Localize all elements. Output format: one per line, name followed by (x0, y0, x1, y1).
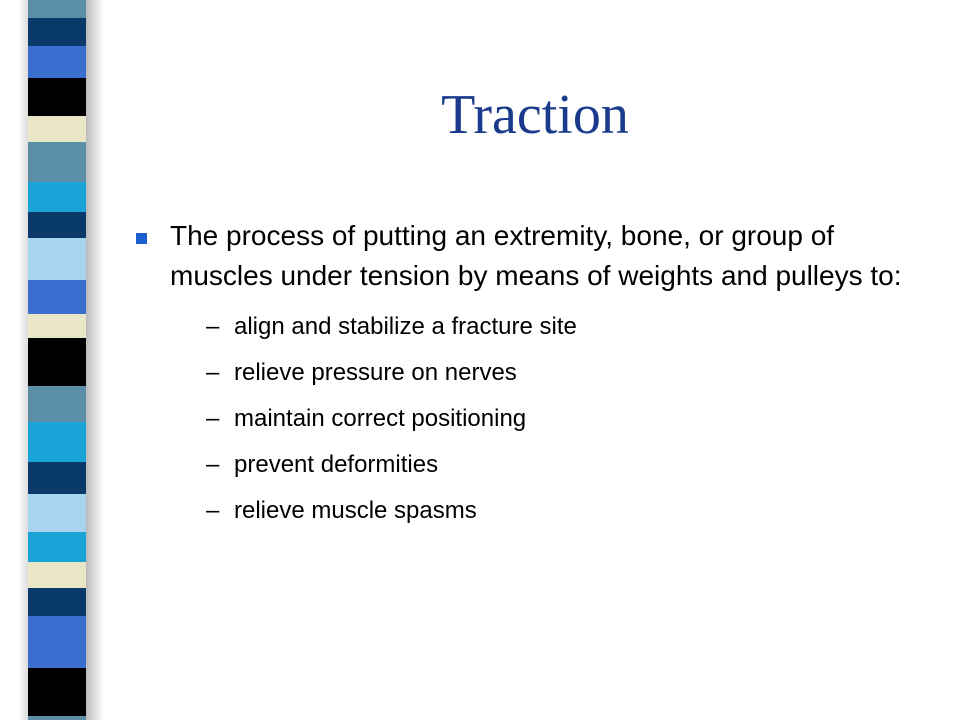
dash-icon: – (206, 359, 220, 386)
square-bullet-icon (136, 233, 147, 244)
sub-bullet-text: relieve muscle spasms (234, 497, 477, 524)
sub-bullet-text: align and stabilize a fracture site (234, 313, 577, 340)
sub-bullet-item (206, 442, 936, 488)
dash-icon: – (206, 497, 220, 524)
strip-segment (28, 532, 88, 562)
strip-segment (28, 78, 88, 116)
strip-segment (28, 716, 88, 720)
strip-segment (28, 116, 88, 142)
strip-segment (28, 212, 88, 238)
slide-content (136, 216, 936, 534)
sub-bullet-text: relieve pressure on nerves (234, 359, 517, 386)
dash-icon: – (206, 405, 220, 432)
main-bullet (136, 216, 936, 296)
strip-segment (28, 280, 88, 314)
dash-icon: – (206, 451, 220, 478)
sub-bullet-item (206, 396, 936, 442)
strip-segment (28, 616, 88, 668)
sub-bullet-text: prevent deformities (234, 451, 439, 478)
slide-title: Traction (441, 84, 629, 146)
strip-segment (28, 338, 88, 386)
sub-bullet-list (136, 304, 936, 534)
sub-bullet-text: maintain correct positioning (234, 405, 527, 432)
strip-segment (28, 0, 88, 18)
sub-bullet-item (206, 304, 936, 350)
strip-segment (28, 422, 88, 462)
strip-segment (28, 46, 88, 78)
strip-segment (28, 182, 88, 212)
strip-segment (28, 314, 88, 338)
dash-icon: – (206, 313, 220, 340)
strip-segment (28, 494, 88, 532)
strip-segment (28, 386, 88, 422)
strip-segment (28, 18, 88, 46)
sub-bullet-item (206, 488, 936, 534)
strip-segment (28, 588, 88, 616)
decorative-color-strip (28, 0, 88, 720)
strip-shadow-left (18, 0, 28, 720)
strip-segment (28, 462, 88, 494)
strip-segment (28, 142, 88, 182)
strip-shadow (86, 0, 104, 720)
strip-segment (28, 668, 88, 716)
strip-segment (28, 562, 88, 588)
strip-segment (28, 238, 88, 280)
main-bullet-text: The process of putting an extremity, bone, or group of muscles under tension by means of weights and pulleys to: (170, 220, 902, 291)
sub-bullet-item (206, 350, 936, 396)
